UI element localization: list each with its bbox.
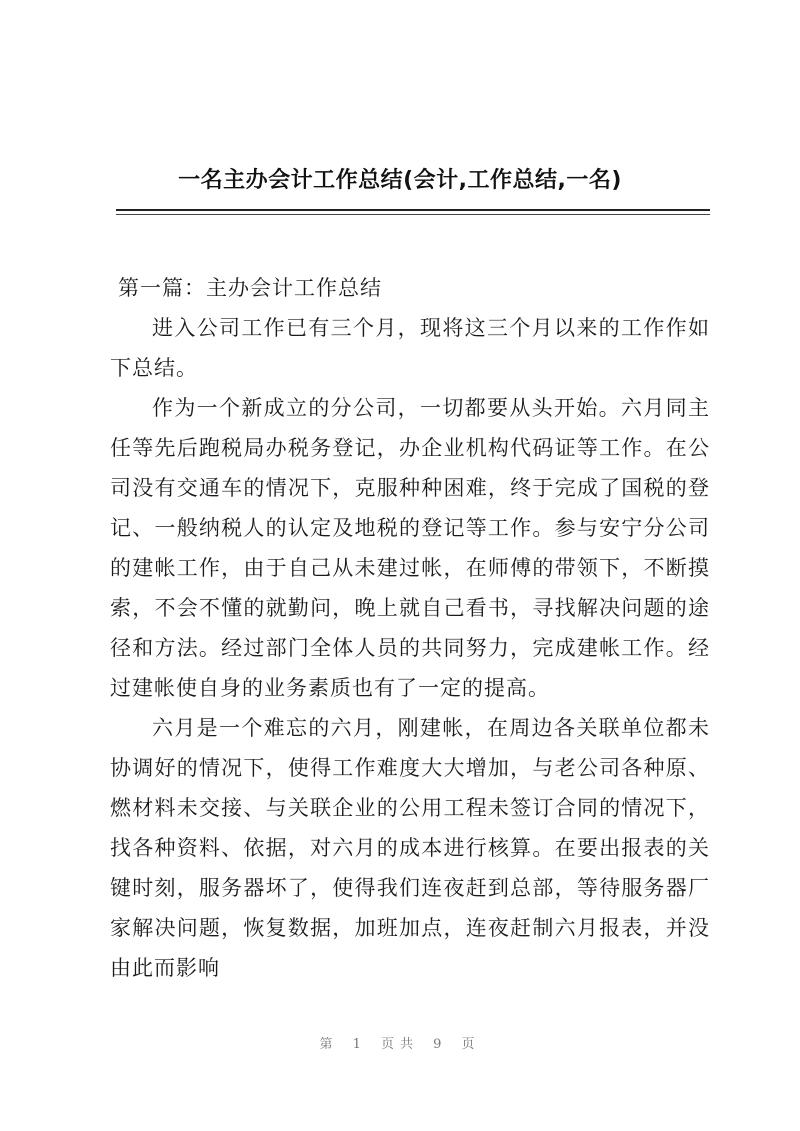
- title-divider: [116, 209, 710, 211]
- section-heading: 第一篇：主办会计工作总结: [118, 276, 382, 300]
- paragraph-setup: 作为一个新成立的分公司，一切都要从头开始。六月同主任等先后跑税局办税务登记，办企业机构代码证等工作。在公司没有交通车的情况下，克服种种困难，终于完成了国税的登记、一般纳税人的认定及地税的登记等工作。参与安宁分公司的建帐工作，由于自己从未建过帐，在师傅的带领下，不断摸索，不会不懂的就勤问，晚上就自己看书，寻找解决问题的途径和方法。经过部门全体人员的共同努力，完成建帐工作。经过建帐使自身的业务素质也有了一定的提高。: [110, 396, 710, 700]
- document-body: [110, 268, 710, 988]
- paragraph-intro: 进入公司工作已有三个月，现将这三个月以来的工作作如下总结。: [110, 316, 710, 380]
- paragraph-june: 六月是一个难忘的六月，刚建帐，在周边各关联单位都未协调好的情况下，使得工作难度大大增加，与老公司各种原、燃材料未交接、与关联企业的公用工程未签订合同的情况下，找各种资料、依据，对六月的成本进行核算。在要出报表的关键时刻，服务器坏了，使得我们连夜赶到总部，等待服务器厂家解决问题，恢复数据，加班加点，连夜赶制六月报表，并没由此而影响: [110, 716, 710, 980]
- document-title: 一名主办会计工作总结(会计,工作总结,一名): [178, 168, 622, 193]
- title-divider-thin: [116, 214, 710, 215]
- page-number: 第 1 页共 9 页: [319, 1037, 481, 1052]
